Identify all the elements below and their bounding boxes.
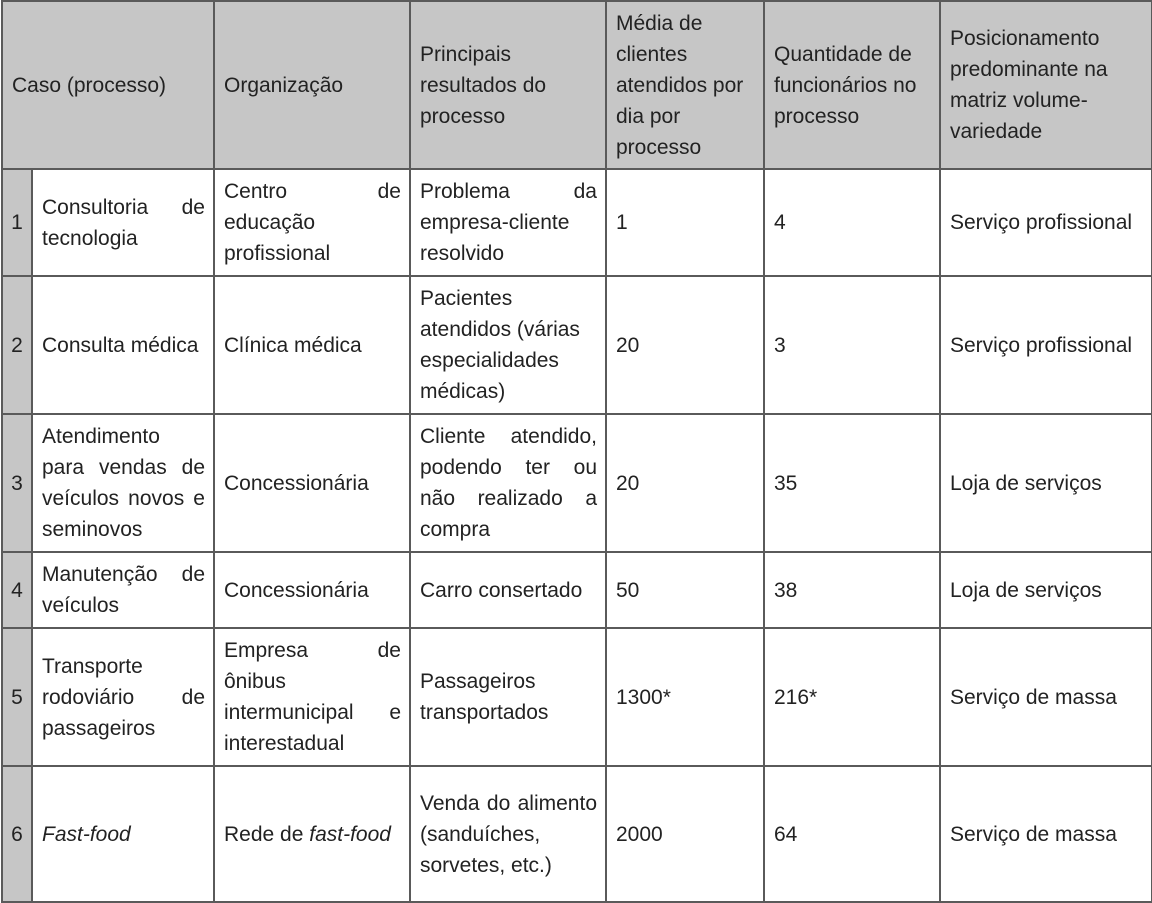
cell-resultado: Venda do alimento (sanduíches, sorvetes, etc.) — [410, 766, 606, 902]
header-posicionamento: Posicionamento predominante na matriz volume-variedade — [940, 1, 1152, 169]
cell-media: 1 — [606, 169, 764, 276]
row-number: 3 — [2, 414, 32, 552]
cell-organizacao: Concessionária — [214, 414, 410, 552]
cell-caso-italic: Fast-food — [42, 822, 131, 846]
cell-caso — [32, 766, 214, 902]
header-caso: Caso (processo) — [2, 1, 214, 169]
cell-posicionamento: Serviço profissional — [940, 276, 1152, 414]
cell-resultado: Pacientes atendidos (várias especialidades médicas) — [410, 276, 606, 414]
table-row — [2, 414, 1152, 552]
header-media: Média de clientes atendidos por dia por processo — [606, 1, 764, 169]
cell-posicionamento: Serviço de massa — [940, 628, 1152, 766]
table-row — [2, 169, 1152, 276]
cell-resultado: Problema da empresa-cliente resolvido — [410, 169, 606, 276]
row-number: 4 — [2, 552, 32, 628]
header-organizacao: Organização — [214, 1, 410, 169]
cell-quantidade: 38 — [764, 552, 940, 628]
cell-caso: Consultoria de tecnologia — [32, 169, 214, 276]
cell-caso: Atendimento para vendas de veículos novos e seminovos — [32, 414, 214, 552]
cell-caso: Manutenção de veículos — [32, 552, 214, 628]
cell-organizacao — [214, 766, 410, 902]
cell-resultado: Cliente atendido, podendo ter ou não realizado a compra — [410, 414, 606, 552]
cell-organizacao-italic: fast-food — [309, 822, 391, 846]
table-row — [2, 628, 1152, 766]
cell-media: 20 — [606, 414, 764, 552]
table-row — [2, 552, 1152, 628]
header-row — [2, 1, 1152, 169]
header-resultados: Principais resultados do processo — [410, 1, 606, 169]
header-quantidade: Quantidade de funcionários no processo — [764, 1, 940, 169]
cell-media: 2000 — [606, 766, 764, 902]
cell-posicionamento: Serviço de massa — [940, 766, 1152, 902]
cell-organizacao: Clínica médica — [214, 276, 410, 414]
cell-quantidade: 216* — [764, 628, 940, 766]
cell-resultado: Passageiros transportados — [410, 628, 606, 766]
cell-posicionamento: Loja de serviços — [940, 414, 1152, 552]
table-row — [2, 766, 1152, 902]
cell-quantidade: 35 — [764, 414, 940, 552]
row-number: 5 — [2, 628, 32, 766]
process-table — [1, 0, 1152, 903]
cell-caso: Transporte rodoviário de passageiros — [32, 628, 214, 766]
row-number: 1 — [2, 169, 32, 276]
cell-media: 20 — [606, 276, 764, 414]
cell-posicionamento: Loja de serviços — [940, 552, 1152, 628]
cell-caso: Consulta médica — [32, 276, 214, 414]
cell-organizacao: Centro de educação profissional — [214, 169, 410, 276]
cell-quantidade: 4 — [764, 169, 940, 276]
cell-quantidade: 64 — [764, 766, 940, 902]
cell-organizacao: Empresa de ônibus intermunicipal e interestadual — [214, 628, 410, 766]
cell-media: 50 — [606, 552, 764, 628]
row-number: 6 — [2, 766, 32, 902]
cell-resultado: Carro consertado — [410, 552, 606, 628]
cell-posicionamento: Serviço profissional — [940, 169, 1152, 276]
row-number: 2 — [2, 276, 32, 414]
cell-organizacao-prefix: Rede de — [224, 822, 310, 846]
cell-organizacao: Concessionária — [214, 552, 410, 628]
cell-quantidade: 3 — [764, 276, 940, 414]
cell-media: 1300* — [606, 628, 764, 766]
table-row — [2, 276, 1152, 414]
